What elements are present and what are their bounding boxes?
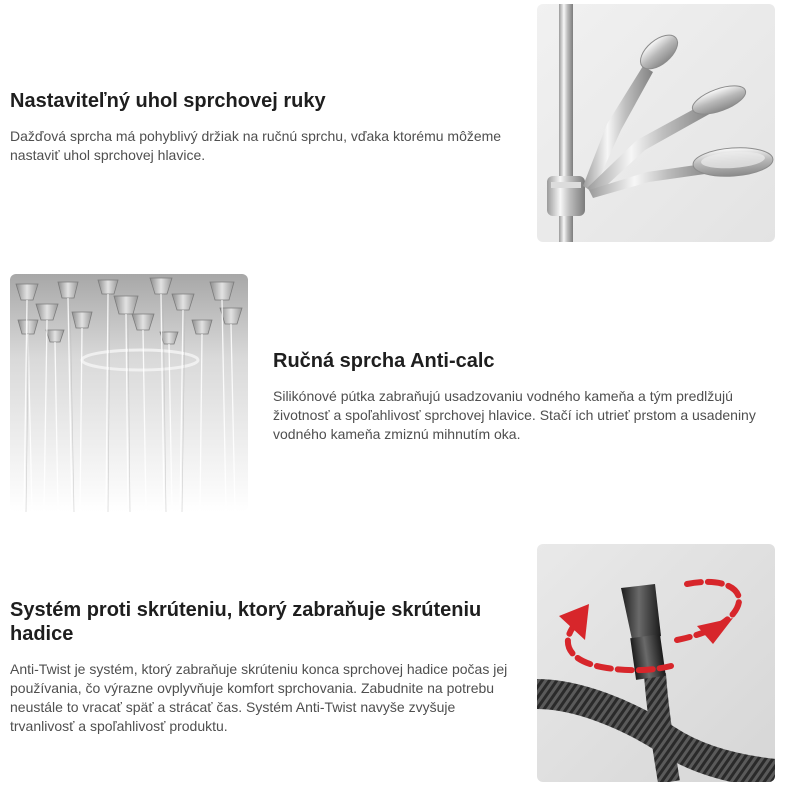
- feature-text-block: [10, 598, 520, 736]
- feature-anti-twist: [0, 540, 786, 795]
- feature-description: Dažďová sprcha má pohyblivý držiak na ručnú sprchu, vďaka ktorému môžeme nastaviť uhol sprchovej hlavice.: [10, 128, 502, 163]
- feature-title: Ručná sprcha Anti-calc: [273, 350, 495, 372]
- feature-text-block: [273, 349, 763, 444]
- feature-title: Nastaviteľný uhol sprchovej ruky: [10, 90, 326, 112]
- feature-text-block: [10, 89, 510, 165]
- feature-description: Anti-Twist je systém, ktorý zabraňuje skrúteniu konca sprchovej hadice počas jej používania, čo výrazne ovplyvňuje komfort sprchovania. Zabudnite na potrebu neustále to vracať späť a strácať čas. Systém Anti-Twist navyše zvyšuje trvanlivosť a spoľahlivosť produktu.: [10, 661, 508, 734]
- feature-description: Silikónové pútka zabraňujú usadzovaniu vodného kameňa a tým predlžujú životnosť a spoľahlivosť sprchovej hlavice. Stačí ich utrieť prstom a usadeniny vodného kameňa zmiznú mihnutím oka.: [273, 388, 756, 442]
- anti-twist-hose-icon: [537, 544, 775, 782]
- feature-title: Systém proti skrúteniu, ktorý zabraňuje skrúteniu hadice: [10, 599, 482, 645]
- shower-head-angles-icon: [537, 4, 775, 242]
- water-nozzles-icon: [10, 274, 248, 512]
- anti-twist-hose-image: [537, 544, 775, 782]
- water-nozzles-image: [10, 274, 248, 512]
- shower-head-angles-image: [537, 4, 775, 242]
- feature-adjustable-angle: [0, 0, 786, 250]
- feature-anti-calc: [0, 270, 786, 520]
